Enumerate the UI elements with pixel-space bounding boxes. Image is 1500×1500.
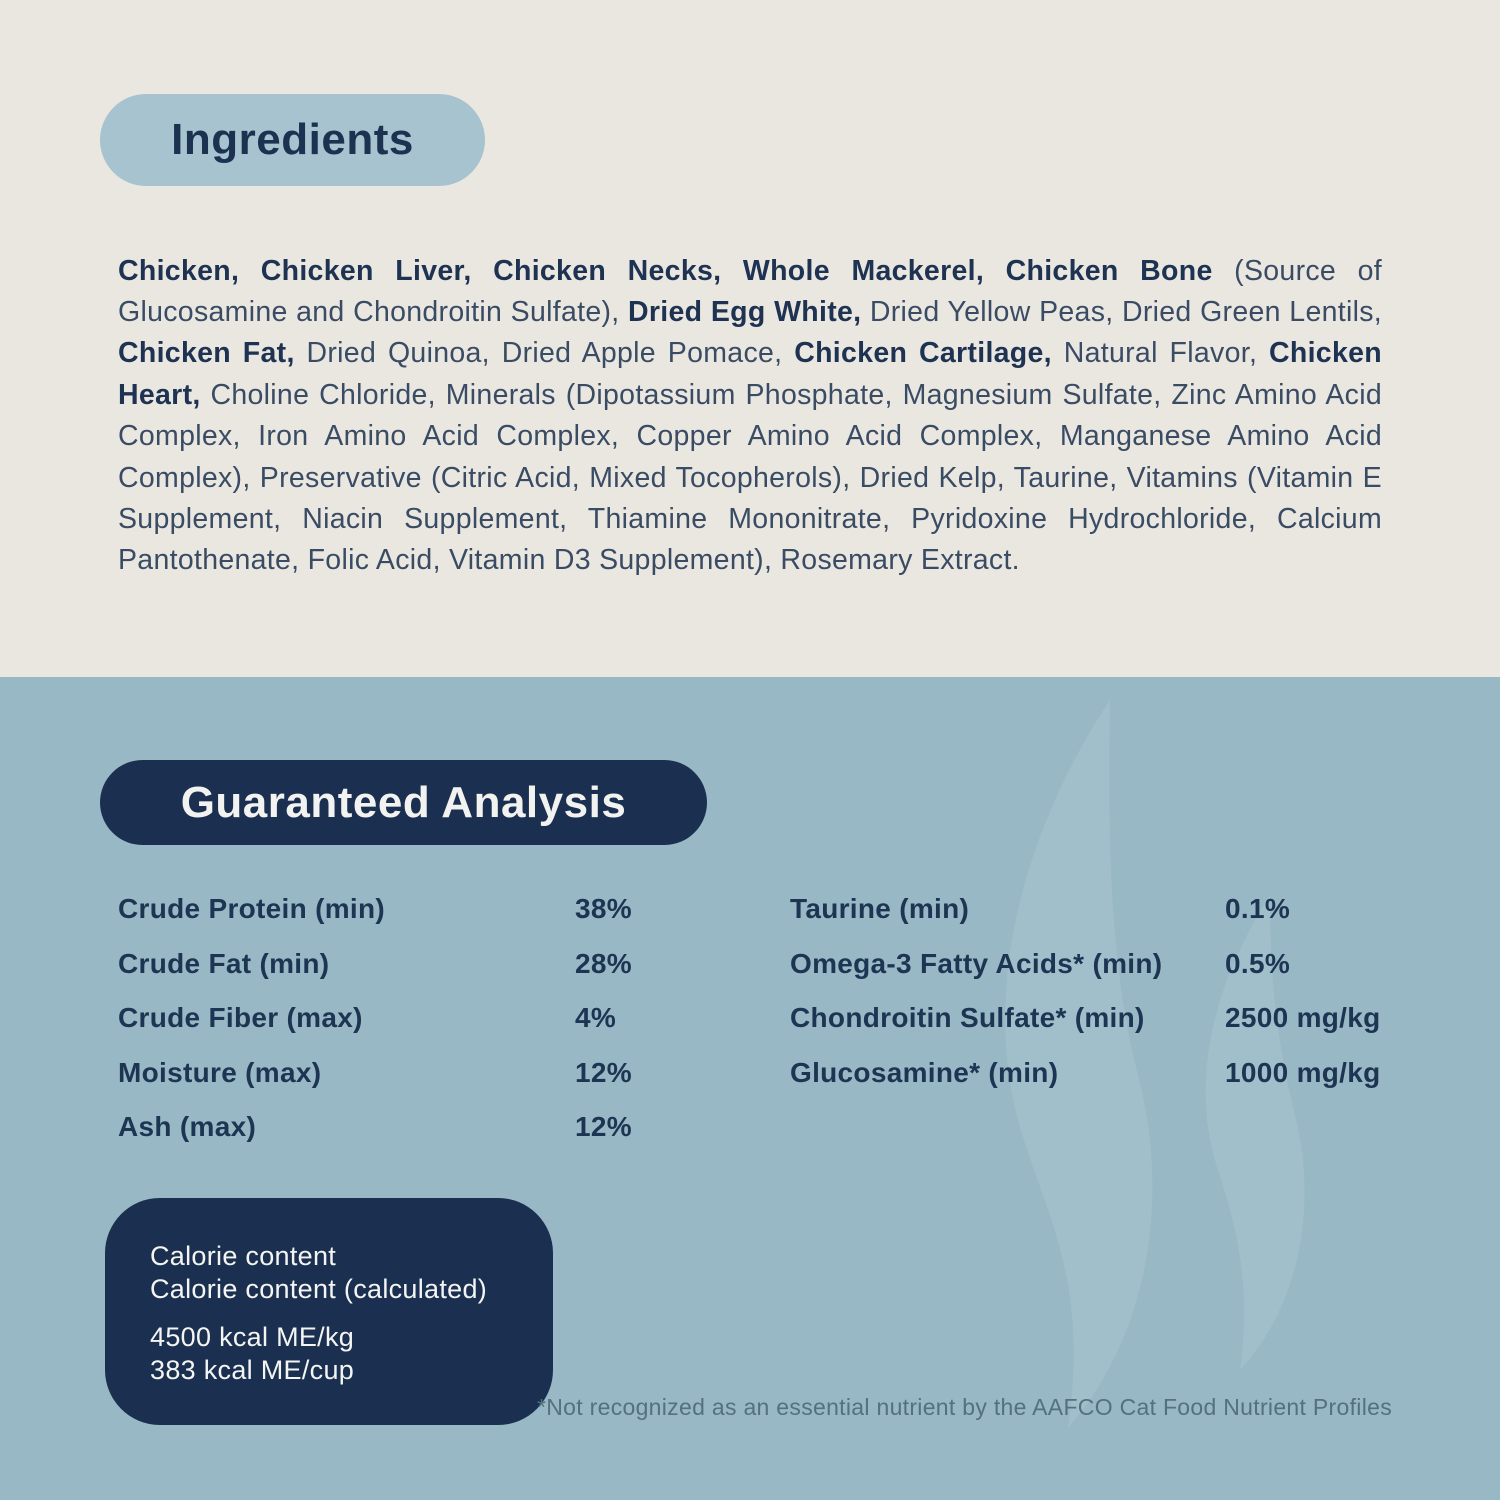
analysis-row (118, 1058, 678, 1087)
analysis-row (790, 1058, 1430, 1087)
nutrient-label: Omega-3 Fatty Acids* (min) (790, 947, 1163, 979)
ingredients-text (118, 251, 1382, 582)
ingredient-bold: Chicken Cartilage, (794, 337, 1052, 370)
analysis-row (118, 1003, 678, 1032)
calorie-content-box (105, 1198, 553, 1425)
calorie-line: Calorie content (150, 1241, 337, 1271)
nutrient-label: Ash (max) (118, 1111, 257, 1142)
ingredients-title: Ingredients (171, 115, 414, 164)
ingredient-bold: Chicken Heart, (118, 337, 1382, 411)
nutrient-label: Crude Fiber (max) (118, 1002, 363, 1033)
analysis-column-right (790, 894, 1430, 1112)
guaranteed-analysis-section (0, 677, 1500, 1500)
guaranteed-analysis-header-pill (100, 760, 707, 845)
guaranteed-analysis-title: Guaranteed Analysis (180, 777, 627, 827)
ingredient-regular: Dried Yellow Peas, Dried Green Lentils, (861, 295, 1382, 328)
analysis-row (790, 1003, 1430, 1032)
calorie-line: 383 kcal ME/cup (150, 1355, 355, 1385)
analysis-row (118, 949, 678, 978)
nutrient-label: Taurine (min) (790, 893, 970, 924)
nutrient-label: Crude Fat (min) (118, 947, 330, 979)
ingredient-regular: (Source of Glucosamine and Chondroitin Sulfate), (118, 254, 1382, 328)
calorie-line: Calorie content (calculated) (150, 1274, 488, 1304)
ingredients-header-pill (100, 94, 485, 186)
nutrient-label: Crude Protein (min) (118, 893, 386, 924)
nutrient-value: 12% (575, 1111, 632, 1142)
nutrient-value: 0.1% (1225, 893, 1291, 924)
nutrient-value: 28% (575, 947, 632, 979)
nutrient-value: 0.5% (1225, 947, 1291, 979)
ingredient-regular: Dried Quinoa, Dried Apple Pomace, (294, 337, 795, 370)
aafco-footnote: *Not recognized as an essential nutrient by the AAFCO Cat Food Nutrient Profiles (537, 1394, 1392, 1420)
analysis-column-left (118, 894, 678, 1167)
ingredient-bold: Dried Egg White, (627, 295, 862, 328)
nutrient-value: 1000 mg/kg (1225, 1056, 1381, 1088)
nutrient-label: Chondroitin Sulfate* (min) (790, 1002, 1145, 1033)
analysis-row (790, 949, 1430, 978)
analysis-row (118, 1112, 678, 1141)
ingredient-regular: Natural Flavor, (1051, 337, 1269, 370)
nutrient-value: 2500 mg/kg (1225, 1002, 1381, 1033)
ingredient-bold: Chicken, Chicken Liver, Chicken Necks, Whole Mackerel, Chicken Bone (118, 254, 1213, 287)
nutrient-value: 12% (575, 1056, 632, 1088)
nutrient-label: Moisture (max) (118, 1056, 322, 1088)
ingredients-section (0, 0, 1500, 677)
nutrient-label: Glucosamine* (min) (790, 1056, 1059, 1088)
nutrient-value: 38% (575, 893, 632, 924)
analysis-row (118, 894, 678, 923)
ingredient-regular: Choline Chloride, Minerals (Dipotassium Phosphate, Magnesium Sulfate, Zinc Amino Acid Complex, Iron Amino Acid Complex, Copper Amino Acid Complex, Manganese Amino Acid Complex), Preservative (Citric Acid, Mixed Tocopherols), Dried Kelp, Taurine, Vitamins (Vitamin E Supplement, Niacin Supplement, Thiamine Mononitrate, Pyridoxine Hydrochloride, Calcium Pantothenate, Folic Acid, Vitamin D3 Supplement), Rosemary Extract. (118, 378, 1382, 577)
calorie-line: 4500 kcal ME/kg (150, 1322, 355, 1352)
ingredient-bold: Chicken Fat, (118, 337, 295, 370)
analysis-row (790, 894, 1430, 923)
nutrient-value: 4% (575, 1002, 617, 1033)
